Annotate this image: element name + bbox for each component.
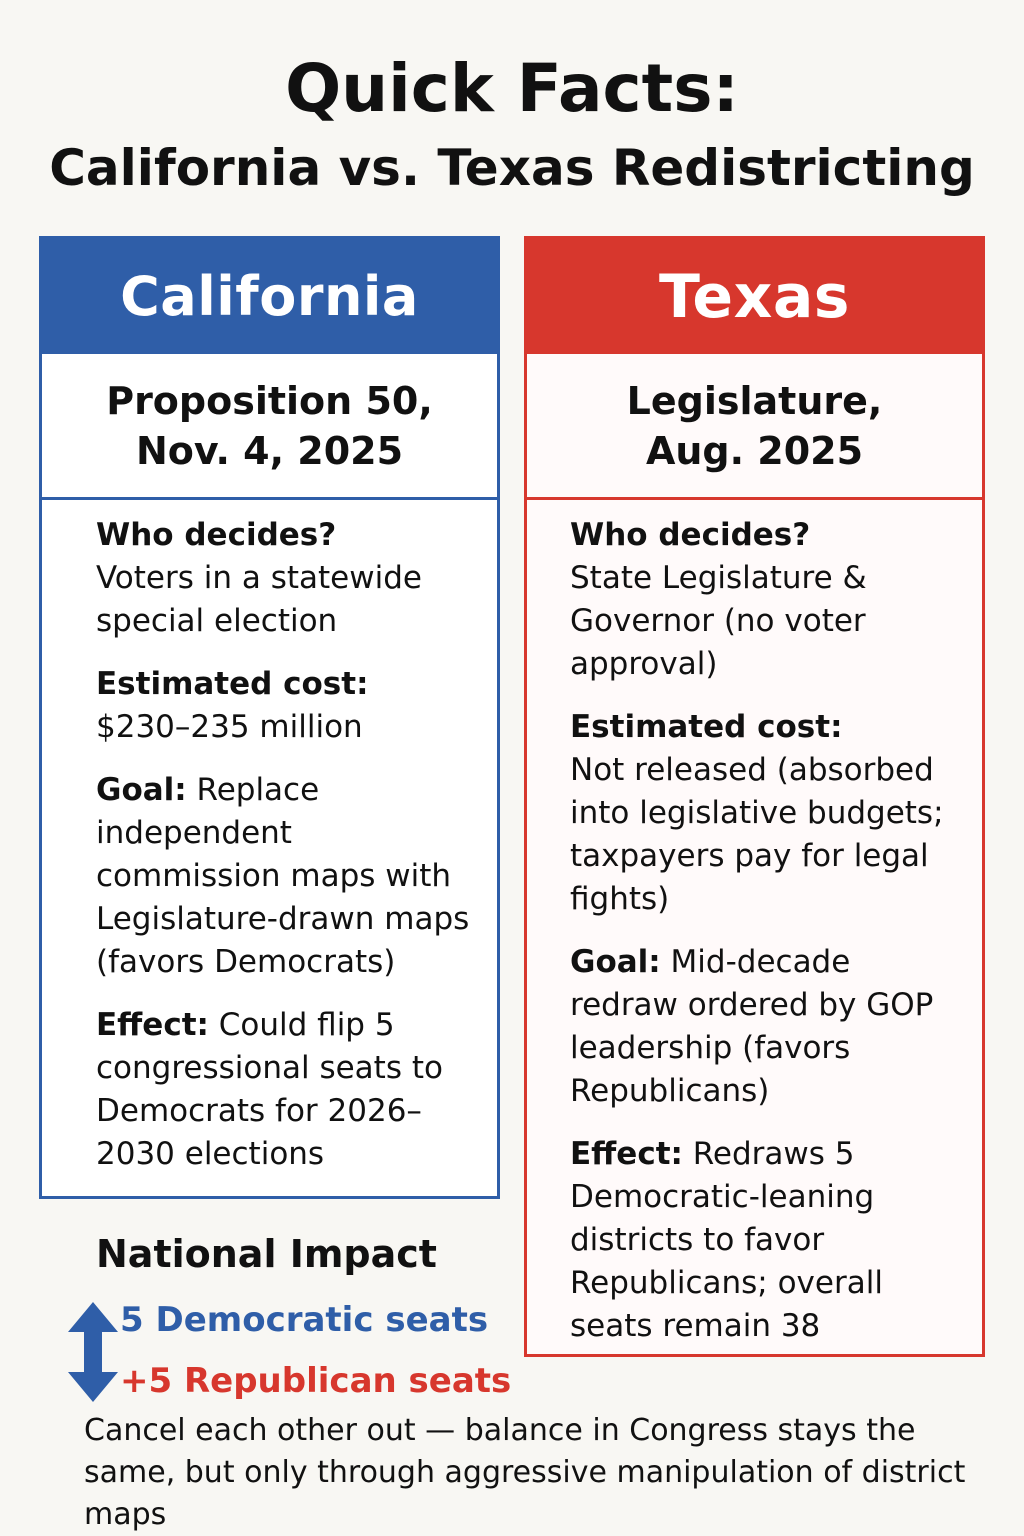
fact-text: Redraws 5 Democratic-leaning districts to favor Republicans; overall seats remain 38 bbox=[570, 1136, 883, 1344]
fact-label: Estimated cost: bbox=[96, 666, 369, 702]
fact-label: Goal: bbox=[570, 944, 661, 980]
california-card bbox=[39, 236, 500, 1199]
texas-fact-goal bbox=[570, 941, 962, 1113]
fact-text: Replace independent commission maps with Legislature-drawn maps (favors Democrats) bbox=[96, 772, 470, 980]
california-fact-goal bbox=[96, 769, 477, 984]
fact-text: Voters in a statewide special election bbox=[96, 560, 422, 639]
california-header: California bbox=[42, 239, 497, 354]
fact-text: Mid-decade redraw ordered by GOP leadership (favors Republicans) bbox=[570, 944, 934, 1109]
texas-subtitle-line2: Aug. 2025 bbox=[645, 428, 864, 473]
california-fact-who bbox=[96, 514, 477, 643]
fact-text: Not released (absorbed into legislative budgets; taxpayers pay for legal fights) bbox=[570, 752, 944, 917]
fact-text: Could flip 5 congressional seats to Democrats for 2026–2030 elections bbox=[96, 1007, 443, 1172]
texas-header: Texas bbox=[527, 239, 982, 354]
texas-fact-who bbox=[570, 514, 962, 686]
page-subtitle: California vs. Texas Redistricting bbox=[49, 139, 975, 197]
fact-label: Effect: bbox=[570, 1136, 683, 1172]
california-fact-cost bbox=[96, 663, 477, 749]
fact-label: Who decides? bbox=[96, 517, 337, 553]
california-fact-effect bbox=[96, 1004, 477, 1176]
fact-label: Who decides? bbox=[570, 517, 811, 553]
texas-facts bbox=[527, 500, 982, 1348]
texas-subtitle-line1: Legislature, bbox=[626, 378, 883, 423]
texas-fact-effect bbox=[570, 1133, 962, 1348]
fact-label: Estimated cost: bbox=[570, 709, 843, 745]
california-facts bbox=[42, 500, 497, 1176]
up-down-arrow-icon bbox=[66, 1302, 120, 1402]
texas-card bbox=[524, 236, 985, 1357]
texas-fact-cost bbox=[570, 706, 962, 921]
republican-seats: +5 Republican seats bbox=[120, 1361, 512, 1401]
page-title: Quick Facts: bbox=[285, 50, 739, 127]
impact-summary: Cancel each other out — balance in Congress stays the same, but only through aggressive manipulation of district maps bbox=[84, 1413, 966, 1532]
fact-text: $230–235 million bbox=[96, 709, 363, 745]
california-subtitle bbox=[42, 354, 497, 500]
california-subtitle-line1: Proposition 50, bbox=[106, 378, 433, 423]
fact-label: Goal: bbox=[96, 772, 187, 808]
california-subtitle-line2: Nov. 4, 2025 bbox=[135, 428, 404, 473]
fact-label: Effect: bbox=[96, 1007, 209, 1043]
national-impact-heading: National Impact bbox=[96, 1232, 437, 1276]
democratic-seats: 5 Democratic seats bbox=[120, 1300, 489, 1340]
texas-subtitle bbox=[527, 354, 982, 500]
fact-text: State Legislature & Governor (no voter approval) bbox=[570, 560, 867, 682]
